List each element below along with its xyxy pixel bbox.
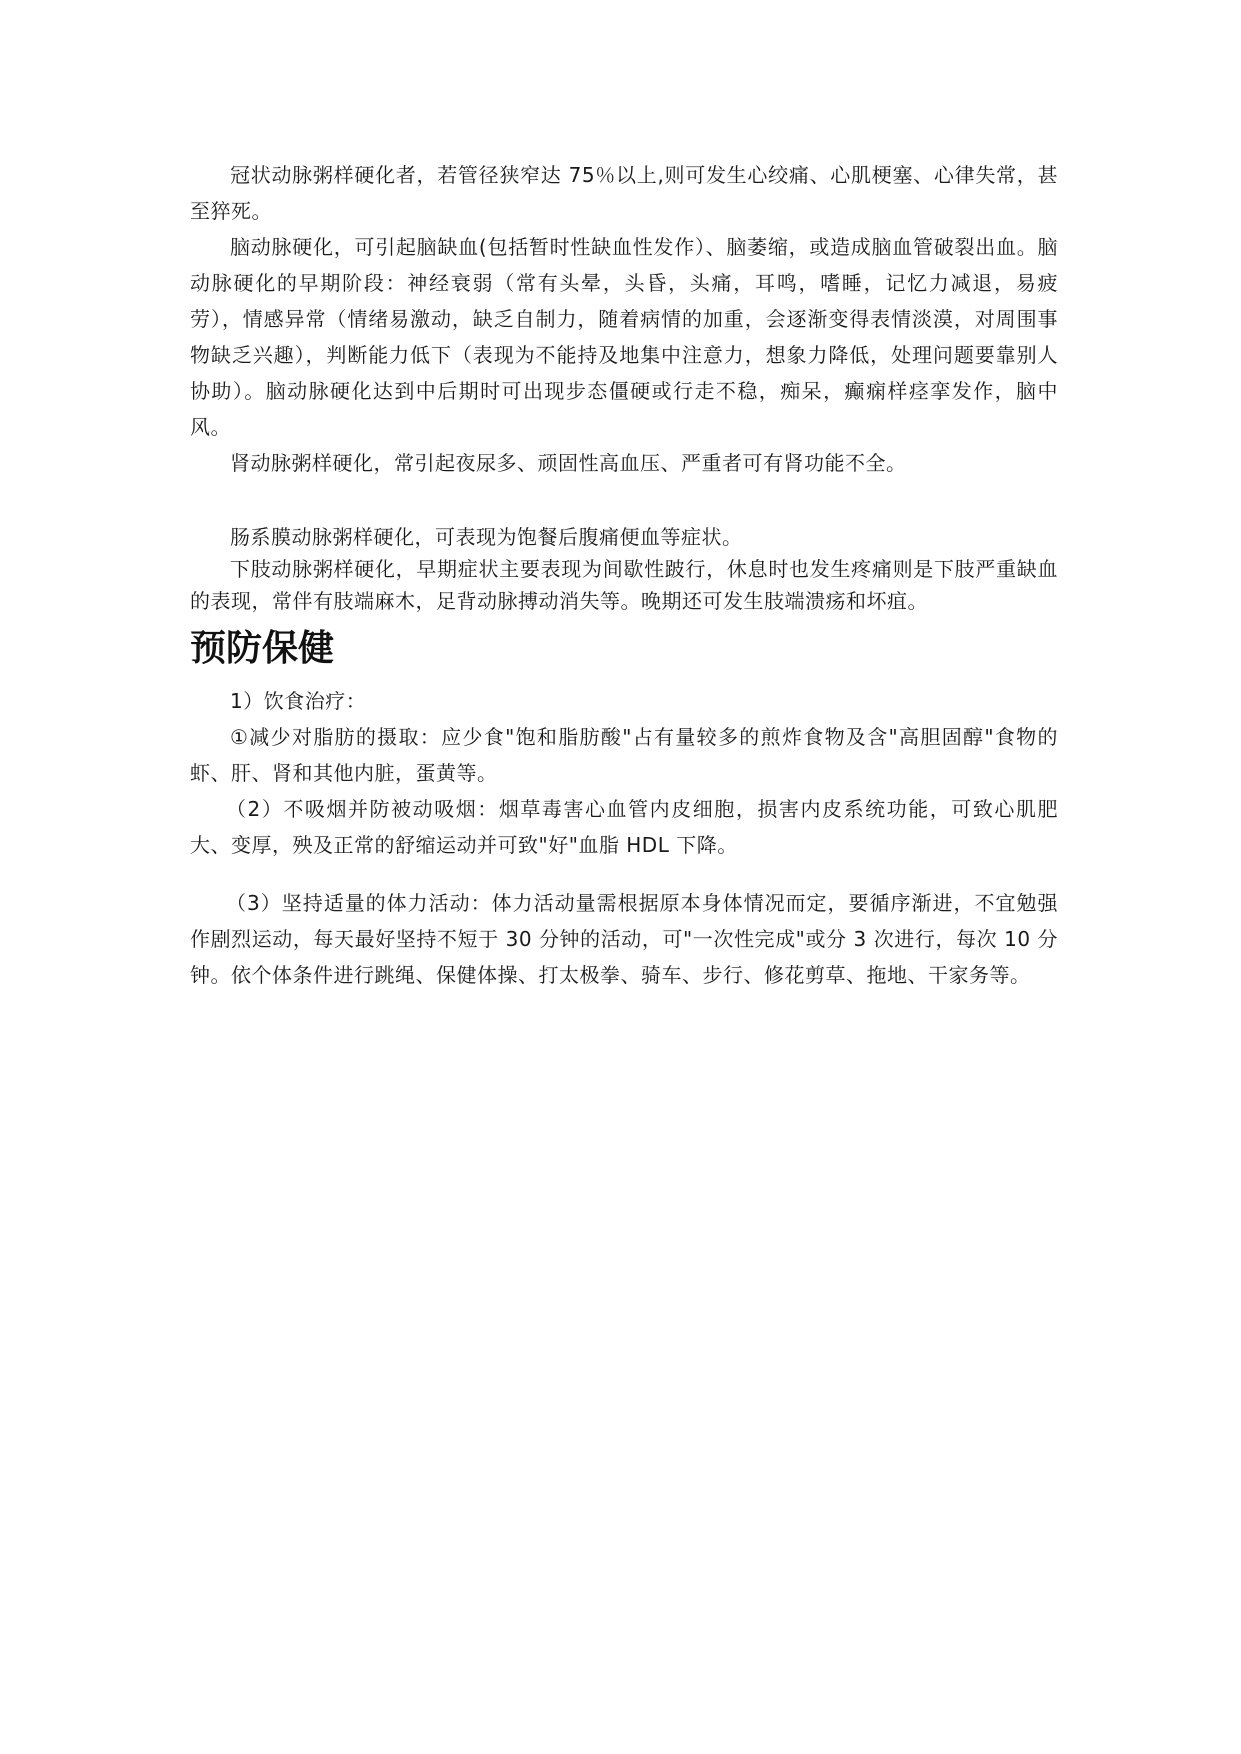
spacer	[190, 863, 1058, 885]
paragraph-physical-activity: （3）坚持适量的体力活动：体力活动量需根据原本身体情况而定，要循序渐进，不宜勉强作剧烈运动，每天最好坚持不短于 30 分钟的活动，可"一次性完成"或分 3 次进行，每次 10 分钟。依个体条件进行跳绳、保健体操、打太极拳、骑车、步行、修花剪草、拖地、干家务等。	[190, 891, 1058, 987]
paragraph-mesenteric: 肠系膜动脉粥样硬化，可表现为饱餐后腹痛便血等症状。	[230, 525, 743, 549]
paragraph-diet-title: 1）饮食治疗：	[230, 689, 367, 713]
document-body	[190, 157, 1058, 993]
paragraph-no-smoking: （2）不吸烟并防被动吸烟：烟草毒害心血管内皮细胞，损害内皮系统功能，可致心肌肥大、变厚，殃及正常的舒缩运动并可致"好"血脂 HDL 下降。	[190, 797, 1058, 857]
paragraph-renal: 肾动脉粥样硬化，常引起夜尿多、顽固性高血压、严重者可有肾功能不全。	[230, 451, 907, 475]
spacer	[190, 481, 1058, 521]
paragraph-reduce-fat: ①减少对脂肪的摄取：应少食"饱和脂肪酸"占有量较多的煎炸食物及含"高胆固醇"食物的虾、肝、肾和其他内脏，蛋黄等。	[190, 725, 1058, 785]
paragraph-lower-limb: 下肢动脉粥样硬化，早期症状主要表现为间歇性跛行，休息时也发生疼痛则是下肢严重缺血的表现，常伴有肢端麻木，足背动脉搏动消失等。晚期还可发生肢端溃疡和坏疽。	[190, 557, 1058, 613]
paragraph-coronary: 冠状动脉粥样硬化者，若管径狭窄达 75％以上,则可发生心绞痛、心肌梗塞、心律失常，甚至猝死。	[190, 163, 1058, 223]
section-heading: 预防保健	[190, 628, 335, 669]
paragraph-cerebral: 脑动脉硬化，可引起脑缺血(包括暂时性缺血性发作）、脑萎缩，或造成脑血管破裂出血。脑动脉硬化的早期阶段：神经衰弱（常有头晕，头昏，头痛，耳鸣，嗜睡，记忆力减退，易疲劳），情感异常（情绪易激动，缺乏自制力，随着病情的加重，会逐渐变得表情淡漠，对周围事物缺乏兴趣），判断能力低下（表现为不能持及地集中注意力，想象力降低，处理问题要靠别人协助）。脑动脉硬化达到中后期时可出现步态僵硬或行走不稳，痴呆，癫痫样痉挛发作，脑中风。	[190, 235, 1058, 439]
